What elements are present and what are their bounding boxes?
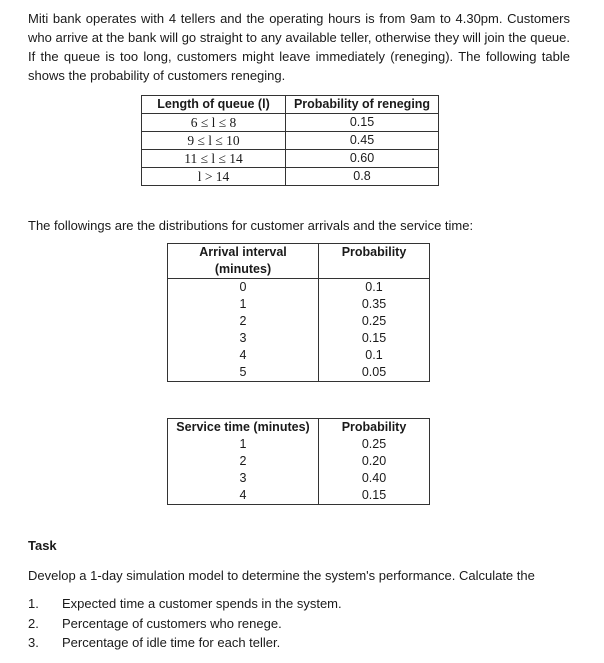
service-header-probability: Probability — [319, 419, 430, 437]
list-number: 1. — [28, 596, 39, 611]
table-row — [168, 453, 430, 470]
probability-cell: 0.40 — [319, 470, 430, 487]
table-row — [142, 168, 439, 186]
probability-cell: 0.45 — [286, 132, 439, 150]
list-text: Percentage of idle time for each teller. — [62, 635, 281, 650]
arrival-interval-cell: 4 — [168, 347, 319, 364]
arrival-interval-cell: 3 — [168, 330, 319, 347]
table-row — [168, 347, 430, 364]
reneging-table — [141, 95, 439, 186]
intro-paragraph: Miti bank operates with 4 tellers and the operating hours is from 9am to 4.30pm. Customers who arrive at the bank will go straight to any available teller, otherwise they will join the queue. If the queue is too long, customers might leave immediately (reneging). The following table shows the probability of customers reneging. — [28, 11, 570, 83]
service-time-cell: 3 — [168, 470, 319, 487]
queue-length-cell: 9 ≤ l ≤ 10 — [142, 132, 286, 150]
service-header-time: Service time (minutes) — [168, 419, 319, 437]
arrival-header-probability: Probability — [319, 244, 430, 279]
table-row — [168, 470, 430, 487]
queue-length-cell: 11 ≤ l ≤ 14 — [142, 150, 286, 168]
service-time-cell: 4 — [168, 487, 319, 505]
table-row — [142, 132, 439, 150]
probability-cell: 0.35 — [319, 296, 430, 313]
list-item — [28, 633, 342, 653]
list-item — [28, 594, 342, 614]
arrival-interval-cell: 2 — [168, 313, 319, 330]
table-row — [168, 330, 430, 347]
arrival-interval-cell: 0 — [168, 279, 319, 297]
probability-cell: 0.20 — [319, 453, 430, 470]
queue-length-cell: 6 ≤ l ≤ 8 — [142, 114, 286, 132]
table-row — [142, 114, 439, 132]
distributions-intro: The followings are the distributions for customer arrivals and the service time: — [28, 218, 474, 233]
arrival-table — [167, 243, 430, 382]
task-list — [28, 594, 342, 653]
probability-cell: 0.15 — [319, 330, 430, 347]
table-row — [142, 150, 439, 168]
probability-cell: 0.1 — [319, 347, 430, 364]
probability-cell: 0.15 — [286, 114, 439, 132]
list-text: Expected time a customer spends in the system. — [62, 596, 342, 611]
table-row — [168, 296, 430, 313]
probability-cell: 0.25 — [319, 313, 430, 330]
service-time-cell: 1 — [168, 436, 319, 453]
reneging-header-length: Length of queue (l) — [142, 96, 286, 114]
list-item — [28, 614, 342, 634]
list-text: Percentage of customers who renege. — [62, 615, 282, 631]
task-intro: Develop a 1-day simulation model to determine the system's performance. Calculate the — [28, 568, 535, 583]
probability-cell: 0.25 — [319, 436, 430, 453]
table-row — [168, 487, 430, 505]
list-number: 2. — [28, 615, 39, 631]
probability-cell: 0.05 — [319, 364, 430, 382]
table-row — [168, 313, 430, 330]
probability-cell: 0.8 — [286, 168, 439, 186]
probability-cell: 0.1 — [319, 279, 430, 297]
reneging-header-probability: Probability of reneging — [286, 96, 439, 114]
queue-length-cell: l > 14 — [142, 168, 286, 186]
service-table — [167, 418, 430, 505]
table-row — [168, 279, 430, 297]
arrival-interval-cell: 1 — [168, 296, 319, 313]
arrival-header-interval: Arrival interval (minutes) — [168, 244, 319, 279]
probability-cell: 0.15 — [319, 487, 430, 505]
service-time-cell: 2 — [168, 453, 319, 470]
list-number: 3. — [28, 635, 39, 650]
table-row — [168, 364, 430, 382]
probability-cell: 0.60 — [286, 150, 439, 168]
arrival-interval-cell: 5 — [168, 364, 319, 382]
task-heading: Task — [28, 538, 57, 553]
table-row — [168, 436, 430, 453]
